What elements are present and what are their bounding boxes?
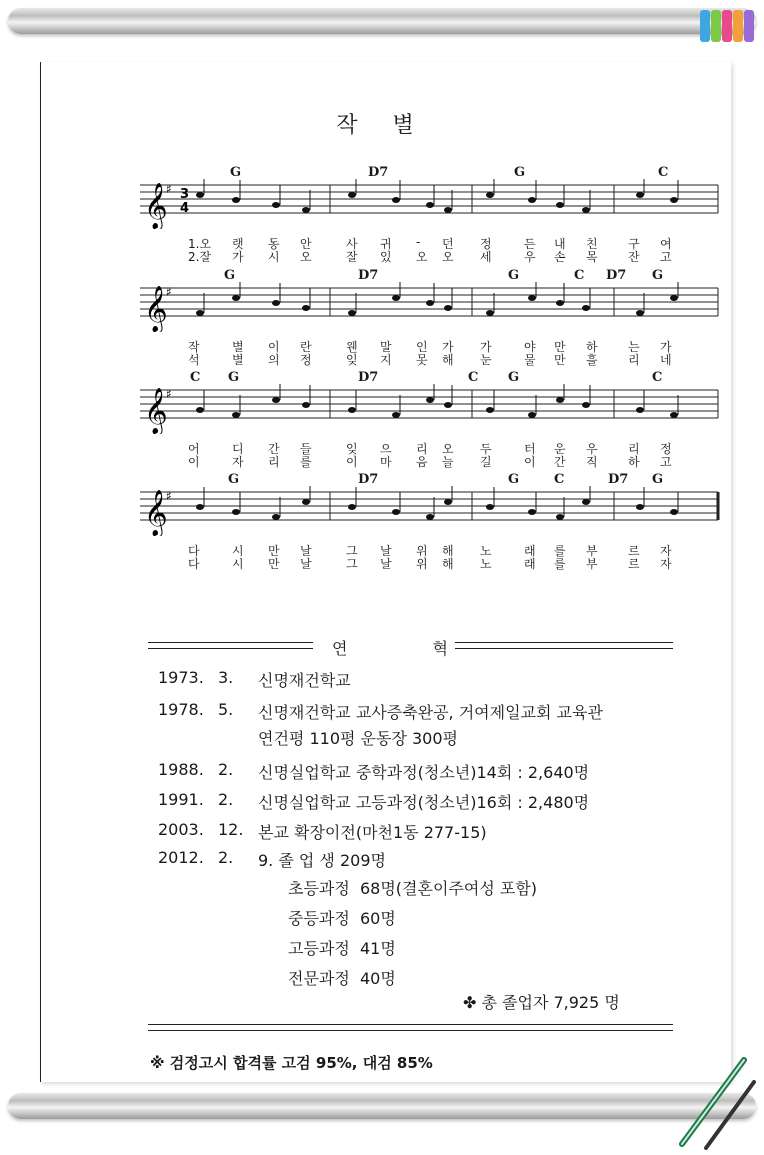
- lyric-syllable: 손: [554, 250, 566, 264]
- key-signature-sharp: ♯: [166, 182, 172, 196]
- lyric-syllable: 친: [586, 237, 598, 251]
- lyric-syllable: 래: [524, 557, 536, 571]
- lyric-syllable: 하: [586, 340, 598, 354]
- lyric-syllable: 다: [188, 557, 200, 571]
- lyric-syllable: 목: [586, 250, 598, 264]
- chord-symbol: G: [652, 472, 664, 487]
- tab-marker: [744, 10, 754, 42]
- lyric-syllable: 정: [300, 353, 312, 367]
- lyric-syllable: 지: [380, 353, 392, 367]
- note-head: [486, 407, 494, 413]
- lyric-syllable: 하: [628, 455, 640, 469]
- chord-symbol: C: [190, 370, 201, 385]
- note-head: [486, 192, 494, 198]
- lyric-syllable: 시: [232, 544, 244, 558]
- history-heading: 연 혁: [332, 639, 488, 658]
- lyric-syllable: 오: [416, 250, 428, 264]
- lyric-syllable: 던: [442, 237, 454, 251]
- tab-marker: [711, 10, 721, 42]
- lyric-syllable: 으: [380, 442, 392, 456]
- lyric-syllable: 이: [188, 455, 200, 469]
- lyric-syllable: 안: [300, 237, 312, 251]
- note-head: [556, 397, 564, 403]
- lyric-syllable: 가: [480, 340, 492, 354]
- lyric-syllable: 귀: [380, 237, 392, 251]
- staff: [140, 282, 720, 332]
- lyric-syllable: 오: [442, 250, 454, 264]
- lyric-syllable: 디: [232, 442, 244, 456]
- chord-symbol: D7: [358, 268, 379, 283]
- lyric-syllable: 간: [268, 442, 280, 456]
- note-head: [444, 207, 452, 213]
- note-head: [392, 295, 400, 301]
- treble-clef-icon: 𝄞: [144, 286, 168, 332]
- chord-symbol: G: [514, 165, 526, 180]
- lyric-syllable: 직: [586, 455, 598, 469]
- note-head: [636, 407, 644, 413]
- note-head: [486, 310, 494, 316]
- note-head: [272, 514, 280, 520]
- chord-symbol: G: [224, 268, 236, 283]
- lyric-syllable: 를: [554, 557, 566, 571]
- chord-symbol: D7: [368, 165, 389, 180]
- lyric-syllable: 날: [380, 544, 392, 558]
- lyric-syllable: 든: [524, 237, 536, 251]
- note-head: [232, 412, 240, 418]
- treble-clef-icon: 𝄞: [144, 490, 168, 536]
- lyric-syllable: 고: [660, 250, 672, 264]
- lyric-syllable: 잘: [346, 250, 358, 264]
- note-head: [302, 305, 310, 311]
- lyric-syllable: 있: [380, 250, 392, 264]
- graduate-course: 고등과정 41명: [288, 939, 396, 958]
- note-head: [196, 310, 204, 316]
- lyric-syllable: 웬: [346, 340, 358, 354]
- lyric-syllable: 이: [268, 340, 280, 354]
- lyric-syllable: 를: [300, 455, 312, 469]
- lyric-syllable: 우: [586, 442, 598, 456]
- note-head: [426, 397, 434, 403]
- lyric-syllable: -: [416, 235, 421, 249]
- lyric-syllable: 운: [554, 442, 566, 456]
- lyric-syllable: 이: [346, 455, 358, 469]
- lyric-syllable: 마: [380, 455, 392, 469]
- lyric-syllable: 별: [232, 353, 244, 367]
- note-head: [528, 412, 536, 418]
- lyric-syllable: 다: [188, 544, 200, 558]
- lyric-syllable: 사: [346, 237, 358, 251]
- lyric-syllable: 가: [442, 340, 454, 354]
- lyric-syllable: 해: [442, 353, 454, 367]
- lyric-syllable: 란: [300, 340, 312, 354]
- staff: [140, 486, 720, 536]
- chord-symbol: C: [652, 370, 663, 385]
- lyric-syllable: 별: [232, 340, 244, 354]
- lyric-syllable: 물: [524, 353, 536, 367]
- key-signature-sharp: ♯: [166, 285, 172, 299]
- lyric-syllable: 고: [660, 455, 672, 469]
- lyric-syllable: 1.오: [188, 237, 212, 251]
- bottom-rule: [148, 1024, 673, 1031]
- time-signature: 3: [180, 187, 190, 202]
- lyric-syllable: 구: [628, 237, 640, 251]
- history-text: 연건평 110평 운동장 300평: [258, 729, 458, 748]
- note-head: [302, 402, 310, 408]
- lyric-syllable: 정: [660, 442, 672, 456]
- lyric-syllable: 정: [480, 237, 492, 251]
- lyric-syllable: 석: [188, 353, 200, 367]
- chord-symbol: G: [228, 472, 240, 487]
- chord-symbol: D7: [358, 370, 379, 385]
- lyric-syllable: 만: [268, 544, 280, 558]
- note-head: [232, 295, 240, 301]
- note-head: [670, 295, 678, 301]
- history-year: 2012.: [158, 848, 204, 867]
- note-head: [392, 412, 400, 418]
- lyric-syllable: 부: [586, 557, 598, 571]
- music-system: [140, 370, 720, 470]
- graduate-course: 전문과정 40명: [288, 969, 396, 988]
- heading-rule-left: [148, 642, 313, 649]
- note-head: [232, 509, 240, 515]
- lyric-syllable: 길: [480, 455, 492, 469]
- note-head: [272, 397, 280, 403]
- lyric-syllable: 만: [554, 353, 566, 367]
- lyric-syllable: 노: [480, 557, 492, 571]
- history-year: 1973.: [158, 668, 204, 687]
- chord-symbol: G: [228, 370, 240, 385]
- graduate-course: 중등과정 60명: [288, 909, 396, 928]
- note-head: [636, 504, 644, 510]
- chord-symbol: G: [508, 472, 520, 487]
- color-tabs: [700, 10, 756, 44]
- lyric-syllable: 2.잘: [188, 250, 212, 264]
- lyric-syllable: 가: [660, 340, 672, 354]
- chord-symbol: D7: [358, 472, 379, 487]
- note-head: [528, 197, 536, 203]
- note-head: [392, 509, 400, 515]
- chord-symbol: G: [652, 268, 664, 283]
- lyric-syllable: 랫: [232, 237, 244, 251]
- lyric-syllable: 해: [442, 557, 454, 571]
- lyric-syllable: 여: [660, 237, 672, 251]
- lyric-syllable: 어: [188, 442, 200, 456]
- pencil-icon: [672, 1052, 762, 1152]
- history-year: 1978.: [158, 700, 204, 719]
- lyric-syllable: 자: [660, 557, 672, 571]
- lyric-syllable: 는: [628, 340, 640, 354]
- lyric-syllable: 오: [300, 250, 312, 264]
- music-system: [140, 472, 720, 572]
- note-head: [582, 402, 590, 408]
- lyric-syllable: 흘: [586, 353, 598, 367]
- note-head: [302, 499, 310, 505]
- lyric-syllable: 의: [268, 353, 280, 367]
- lyric-syllable: 만: [268, 557, 280, 571]
- note-head: [272, 300, 280, 306]
- history-year: 2003.: [158, 820, 204, 839]
- lyric-syllable: 잔: [628, 250, 640, 264]
- note-head: [670, 412, 678, 418]
- chord-symbol: C: [468, 370, 479, 385]
- note-head: [196, 504, 204, 510]
- note-head: [302, 207, 310, 213]
- lyric-syllable: 해: [442, 544, 454, 558]
- note-head: [272, 202, 280, 208]
- lyric-syllable: 못: [416, 353, 428, 367]
- lyric-syllable: 우: [524, 250, 536, 264]
- lyric-syllable: 시: [268, 250, 280, 264]
- chord-symbol: D7: [608, 472, 629, 487]
- history-text: 신명재건학교 교사증축완공, 거여제일교회 교육관: [258, 703, 603, 722]
- chord-symbol: C: [574, 268, 585, 283]
- history-text: 신명실업학교 중학과정(청소년)14회 : 2,640명: [258, 763, 590, 782]
- note-head: [556, 300, 564, 306]
- lyric-syllable: 동: [268, 237, 280, 251]
- lyric-syllable: 말: [380, 340, 392, 354]
- lyric-syllable: 간: [554, 455, 566, 469]
- note-head: [426, 514, 434, 520]
- note-head: [636, 310, 644, 316]
- lyric-syllable: 자: [660, 544, 672, 558]
- note-head: [348, 407, 356, 413]
- lyric-syllable: 래: [524, 544, 536, 558]
- lyric-syllable: 날: [380, 557, 392, 571]
- lyric-syllable: 인: [416, 340, 428, 354]
- lyric-syllable: 잊: [346, 442, 358, 456]
- chord-symbol: C: [554, 472, 565, 487]
- note-head: [582, 207, 590, 213]
- lyric-syllable: 내: [554, 237, 566, 251]
- note-head: [392, 197, 400, 203]
- lyric-syllable: 눈: [480, 353, 492, 367]
- lyric-syllable: 를: [554, 544, 566, 558]
- lyric-syllable: 만: [554, 340, 566, 354]
- lyric-syllable: 그: [346, 557, 358, 571]
- lyric-syllable: 들: [300, 442, 312, 456]
- note-head: [444, 305, 452, 311]
- history-year: 1991.: [158, 790, 204, 809]
- lyric-syllable: 오: [442, 442, 454, 456]
- history-month: 12.: [218, 820, 244, 839]
- total-graduates: ✤ 총 졸업자 7,925 명: [463, 993, 620, 1012]
- tab-marker: [700, 10, 710, 42]
- note-head: [348, 310, 356, 316]
- lyric-syllable: 리: [268, 455, 280, 469]
- history-month: 5.: [218, 700, 234, 719]
- key-signature-sharp: ♯: [166, 489, 172, 503]
- note-head: [556, 514, 564, 520]
- note-head: [636, 192, 644, 198]
- note-head: [232, 197, 240, 203]
- lyric-syllable: 음: [416, 455, 428, 469]
- note-head: [196, 192, 204, 198]
- history-text: 신명실업학교 고등과정(청소년)16회 : 2,480명: [258, 793, 590, 812]
- exam-pass-rate-note: ※ 검정고시 합격률 고검 95%, 대검 85%: [150, 1054, 433, 1072]
- lyric-syllable: 작: [188, 340, 200, 354]
- lyric-syllable: 네: [660, 353, 672, 367]
- note-head: [582, 499, 590, 505]
- lyric-syllable: 터: [524, 442, 536, 456]
- lyric-syllable: 잊: [346, 353, 358, 367]
- lyric-syllable: 세: [480, 250, 492, 264]
- note-head: [426, 202, 434, 208]
- note-head: [444, 402, 452, 408]
- chord-symbol: G: [508, 268, 520, 283]
- chord-symbol: C: [658, 165, 669, 180]
- lyric-syllable: 위: [416, 557, 428, 571]
- lyric-syllable: 날: [300, 544, 312, 558]
- history-month: 2.: [218, 848, 234, 867]
- lyric-syllable: 이: [524, 455, 536, 469]
- note-head: [528, 509, 536, 515]
- lyric-syllable: 야: [524, 340, 536, 354]
- lyric-syllable: 시: [232, 557, 244, 571]
- lyric-syllable: 리: [628, 353, 640, 367]
- heading-rule-right: [455, 642, 673, 649]
- treble-clef-icon: 𝄞: [144, 388, 168, 434]
- lyric-syllable: 르: [628, 544, 640, 558]
- note-head: [556, 202, 564, 208]
- history-month: 2.: [218, 790, 234, 809]
- lyric-syllable: 날: [300, 557, 312, 571]
- music-system: [140, 268, 720, 368]
- staff: [140, 384, 720, 434]
- note-head: [582, 305, 590, 311]
- history-text: 9. 졸 업 생 209명: [258, 851, 386, 870]
- history-month: 3.: [218, 668, 234, 687]
- note-head: [426, 300, 434, 306]
- graduate-course: 초등과정 68명(결혼이주여성 포함): [288, 879, 538, 898]
- chord-symbol: G: [230, 165, 242, 180]
- tab-marker: [722, 10, 732, 42]
- lyric-syllable: 그: [346, 544, 358, 558]
- lyric-syllable: 부: [586, 544, 598, 558]
- key-signature-sharp: ♯: [166, 387, 172, 401]
- lyric-syllable: 늘: [442, 455, 454, 469]
- note-head: [444, 499, 452, 505]
- note-head: [196, 407, 204, 413]
- note-head: [670, 509, 678, 515]
- lyric-syllable: 르: [628, 557, 640, 571]
- top-binder-rod: [8, 8, 756, 34]
- note-head: [486, 504, 494, 510]
- history-month: 2.: [218, 760, 234, 779]
- lyric-syllable: 노: [480, 544, 492, 558]
- lyric-syllable: 가: [232, 250, 244, 264]
- staff: [140, 179, 720, 229]
- lyric-syllable: 리: [416, 442, 428, 456]
- lyric-syllable: 두: [480, 442, 492, 456]
- lyric-syllable: 자: [232, 455, 244, 469]
- music-system: [140, 165, 720, 265]
- tab-marker: [733, 10, 743, 42]
- note-head: [348, 504, 356, 510]
- note-head: [348, 192, 356, 198]
- chord-symbol: G: [508, 370, 520, 385]
- history-text: 신명재건학교: [258, 671, 351, 690]
- song-title: 작 별: [336, 113, 428, 138]
- time-signature: 4: [180, 201, 190, 216]
- note-head: [670, 197, 678, 203]
- treble-clef-icon: 𝄞: [144, 183, 168, 229]
- history-text: 본교 확장이전(마천1동 277-15): [258, 823, 487, 842]
- history-year: 1988.: [158, 760, 204, 779]
- chord-symbol: D7: [606, 268, 627, 283]
- note-head: [528, 295, 536, 301]
- lyric-syllable: 위: [416, 544, 428, 558]
- bottom-binder-rod: [8, 1093, 756, 1119]
- lyric-syllable: 리: [628, 442, 640, 456]
